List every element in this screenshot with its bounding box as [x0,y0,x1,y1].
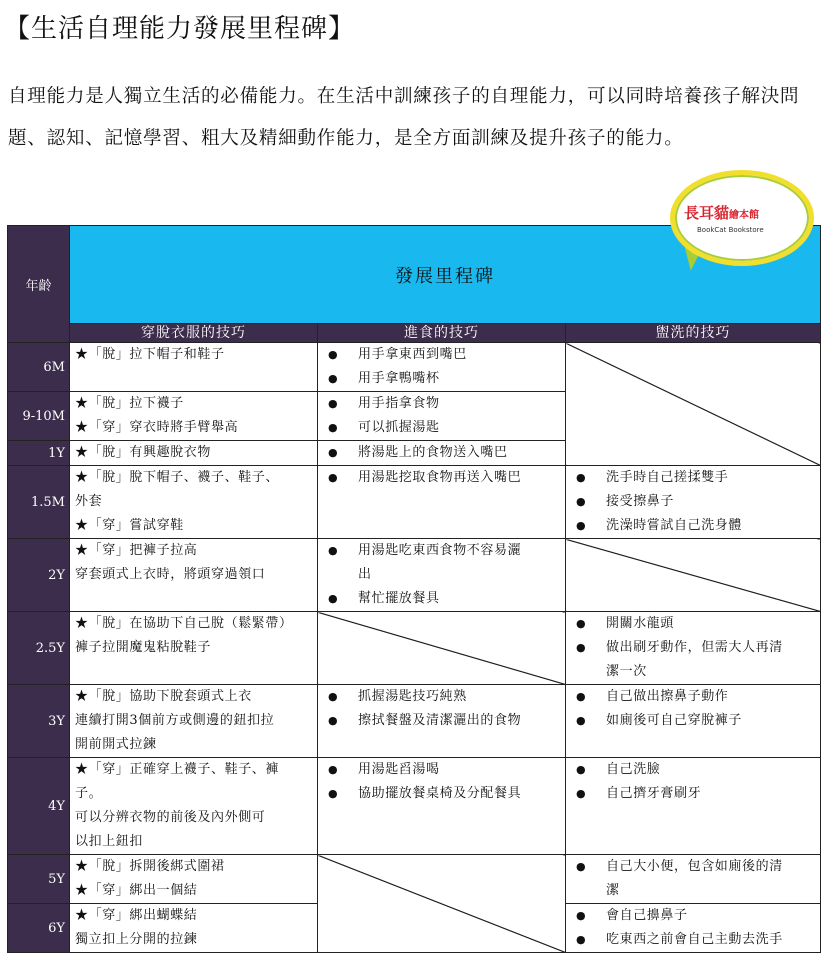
col-header-eat: 進食的技巧 [318,324,566,343]
dress-line: ★「脫」脫下帽子、襪子、鞋子、 [75,470,280,485]
dress-cell [70,539,318,612]
eat-item: ● 用湯匙挖取食物再送入嘴巴 [318,466,565,490]
dress-line: 以扣上鈕扣 [75,834,144,849]
table-row [8,685,821,758]
eat-cell [318,441,566,466]
wash-item [566,636,820,684]
eat-cell-empty [318,612,566,685]
dress-line: ★「脫」拆開後綁式圍裙 [75,859,225,874]
wash-item: ● 吃東西之前會自己主動去洗手 [566,928,820,952]
eat-cell [318,466,566,539]
eat-item: ● 抓握湯匙技巧純熟 [318,685,565,709]
wash-cell-empty [566,539,821,612]
dress-line: 子。 [75,786,103,801]
eat-item: ● 擦拭餐盤及清潔灑出的食物 [318,709,565,733]
eat-item: ● 協助擺放餐桌椅及分配餐具 [318,782,565,806]
dress-cell [70,758,318,855]
eat-cell [318,539,566,612]
wash-cell [566,758,821,855]
dress-line: 穿套頭式上衣時，將頭穿過領口 [75,567,266,582]
dress-cell [70,392,318,441]
col-header-dress: 穿脫衣服的技巧 [70,324,318,343]
age-cell: 3Y [8,685,70,758]
dress-line: 外套 [75,494,103,509]
column-header-row [8,324,821,343]
dress-line: ★「脫」有興趣脫衣物 [75,445,212,460]
dress-line: ★「穿」穿衣時將手臂舉高 [75,420,239,435]
wash-item: ● 開關水龍頭 [566,612,820,636]
table-row [8,758,821,855]
milestone-table [7,225,821,953]
eat-item: ● 用手拿東西到嘴巴 [318,343,565,367]
dress-line: 開前開式拉鍊 [75,737,157,752]
age-cell: 6Y [8,904,70,953]
dress-line: ★「脫」在協助下自己脫（鬆緊帶） [75,616,293,631]
page-title: 【生活自理能力發展里程碑】 [4,14,356,44]
wash-cell [566,855,821,904]
wash-cell [566,466,821,539]
wash-cell-empty [566,343,821,466]
eat-item: ● 用手拿鴨嘴杯 [318,367,565,391]
age-cell: 1.5M [8,466,70,539]
eat-cell-empty [318,855,566,953]
age-cell: 6M [8,343,70,392]
eat-cell [318,392,566,441]
dress-cell [70,904,318,953]
age-header: 年齡 [8,226,70,343]
logo-subtitle: BookCat Bookstore [697,226,764,234]
dress-line: 可以分辨衣物的前後及內外側可 [75,810,266,825]
table-row [8,539,821,612]
dress-line: ★「脫」拉下帽子和鞋子 [75,347,225,362]
dress-cell [70,441,318,466]
col-header-wash: 盥洗的技巧 [566,324,821,343]
eat-item-line: 用湯匙吃東西食物不容易灑 [358,543,522,558]
wash-item: ● 會自己擤鼻子 [566,904,820,928]
dress-line: ★「穿」綁出蝴蝶結 [75,908,198,923]
dress-line: 連續打開3個前方或側邊的鈕扣拉 [75,713,275,728]
dress-line: 獨立扣上分開的拉鍊 [75,932,198,947]
eat-cell [318,685,566,758]
table-row [8,612,821,685]
dress-line: ★「穿」把褲子拉高 [75,543,198,558]
wash-item: ● 如廁後可自己穿脫褲子 [566,709,820,733]
milestone-banner: 發展里程碑 [70,226,821,324]
eat-item: ● 將湯匙上的食物送入嘴巴 [318,441,565,465]
wash-item: ● 自己做出擦鼻子動作 [566,685,820,709]
logo-name [684,202,759,223]
dress-cell [70,685,318,758]
eat-item: ● 用湯匙舀湯喝 [318,758,565,782]
logo-name-small: 繪本館 [729,210,760,221]
intro-paragraph: 自理能力是人獨立生活的必備能力。在生活中訓練孩子的自理能力，可以同時培養孩子解決問題、認知、記憶學習、粗大及精細動作能力，是全方面訓練及提升孩子的能力。 [8,86,800,149]
table-row [8,466,821,539]
eat-item [318,539,565,587]
dress-line: ★「脫」拉下襪子 [75,396,184,411]
table-row [8,343,821,392]
eat-item: ● 幫忙擺放餐具 [318,587,565,611]
wash-item: ● 洗澡時嘗試自己洗身體 [566,514,820,538]
wash-item: ● 自己擠牙膏刷牙 [566,782,820,806]
eat-item-line: 出 [358,567,372,582]
age-cell: 5Y [8,855,70,904]
age-cell: 1Y [8,441,70,466]
wash-item: ● 自己洗臉 [566,758,820,782]
dress-line: ★「穿」正確穿上襪子、鞋子、褲 [75,762,280,777]
eat-cell [318,343,566,392]
wash-item: ● 洗手時自己搓揉雙手 [566,466,820,490]
eat-item: ● 可以抓握湯匙 [318,416,565,440]
bookstore-logo [662,170,810,274]
age-cell: 2.5Y [8,612,70,685]
dress-cell [70,343,318,392]
age-cell: 9-10M [8,392,70,441]
wash-cell [566,904,821,953]
dress-line: ★「脫」協助下脫套頭式上衣 [75,689,252,704]
wash-item-line: 做出刷牙動作，但需大人再清 [606,640,783,655]
dress-cell [70,612,318,685]
wash-item [566,855,820,903]
table-row [8,855,821,904]
wash-item-line: 自己大小便，包含如廁後的清 [606,859,783,874]
wash-item-line: 潔 [606,883,620,898]
dress-line: ★「穿」綁出一個結 [75,883,198,898]
dress-line: 褲子拉開魔鬼粘脫鞋子 [75,640,212,655]
dress-cell [70,855,318,904]
wash-cell [566,612,821,685]
logo-name-main: 長耳貓 [684,204,730,222]
dress-cell [70,466,318,539]
wash-item-line: 潔一次 [606,664,647,679]
age-cell: 2Y [8,539,70,612]
eat-item: ● 用手指拿食物 [318,392,565,416]
eat-cell [318,758,566,855]
wash-cell [566,685,821,758]
age-cell: 4Y [8,758,70,855]
wash-item: ● 接受擦鼻子 [566,490,820,514]
dress-line: ★「穿」嘗試穿鞋 [75,518,184,533]
